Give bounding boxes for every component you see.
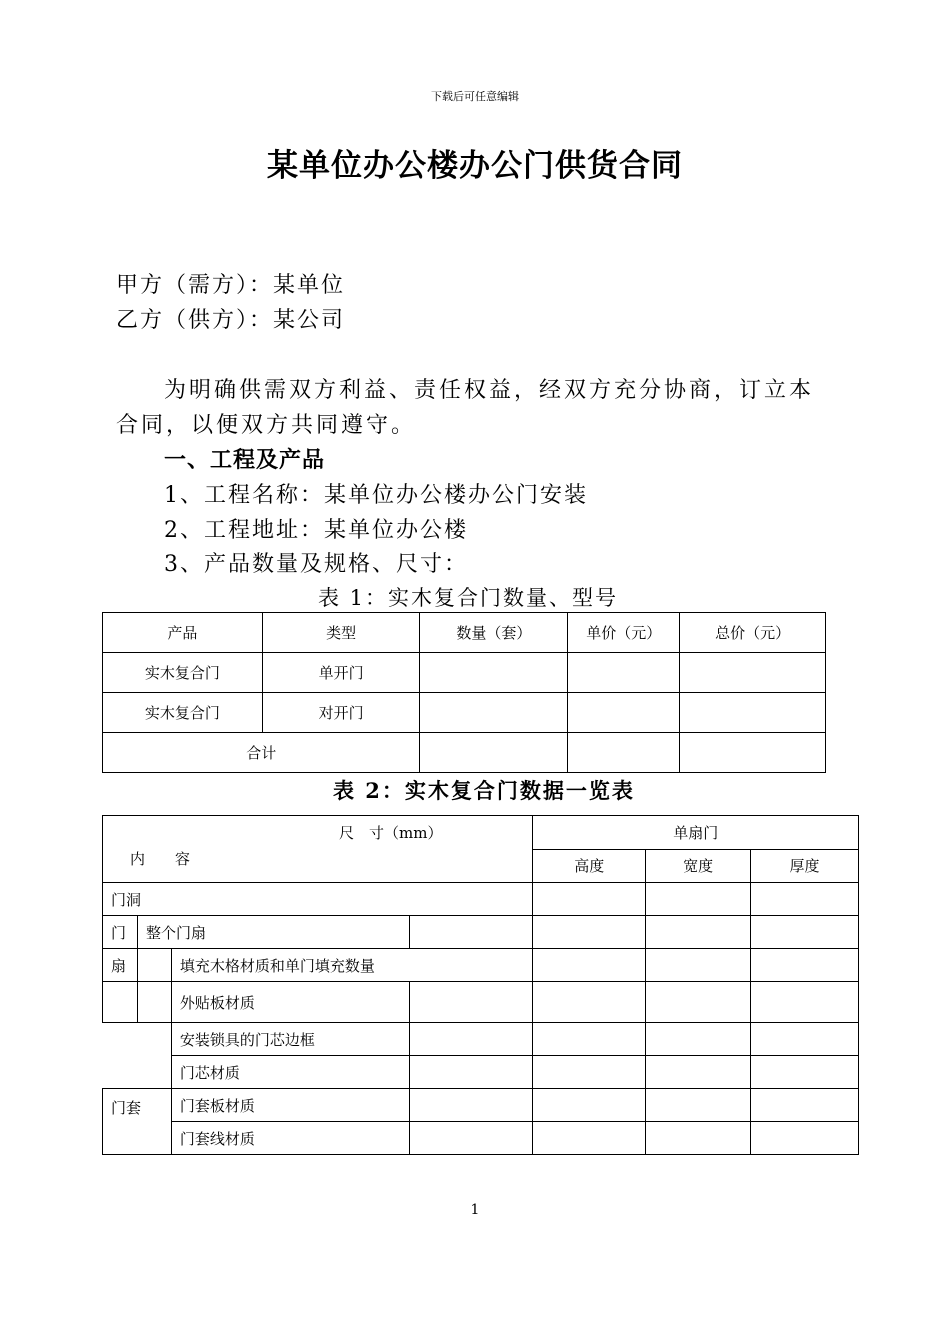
blank-cell bbox=[137, 949, 171, 982]
quantity-cell bbox=[420, 733, 568, 773]
value-cell bbox=[751, 883, 859, 916]
intro-line-2: 合同，以便双方共同遵守。 bbox=[116, 413, 417, 438]
value-cell bbox=[533, 1122, 646, 1155]
value-cell bbox=[751, 949, 859, 982]
header-note: 下载后可任意编辑 bbox=[431, 90, 519, 103]
value-cell bbox=[751, 982, 859, 1023]
value-cell bbox=[646, 949, 751, 982]
value-cell bbox=[409, 1056, 533, 1089]
value-cell bbox=[533, 1056, 646, 1089]
value-cell bbox=[751, 916, 859, 949]
lock-frame-label: 安装锁具的门芯边框 bbox=[171, 1023, 409, 1056]
dimension-header: 尺 寸（mm） bbox=[339, 824, 443, 842]
value-cell bbox=[409, 916, 533, 949]
party-a: 甲方（需方）：某单位 bbox=[116, 273, 346, 298]
casing-board-label: 门套板材质 bbox=[171, 1089, 409, 1122]
height-header: 高度 bbox=[533, 849, 646, 883]
total-label: 合计 bbox=[103, 733, 420, 773]
fill-material-label: 填充木格材质和单门填充数量 bbox=[171, 949, 532, 982]
quantity-table bbox=[102, 612, 826, 773]
dimension-header-cell bbox=[103, 816, 533, 883]
veneer-label: 外贴板材质 bbox=[171, 982, 409, 1023]
product-cell: 实木复合门 bbox=[103, 653, 263, 693]
quantity-cell bbox=[420, 693, 568, 733]
table-row bbox=[103, 883, 859, 916]
value-cell bbox=[533, 916, 646, 949]
section-heading: 一、工程及产品 bbox=[164, 448, 326, 473]
value-cell bbox=[751, 1023, 859, 1056]
header-cell: 单价（元） bbox=[568, 613, 680, 653]
unit-price-cell bbox=[568, 733, 680, 773]
width-header: 宽度 bbox=[646, 849, 751, 883]
value-cell bbox=[646, 883, 751, 916]
value-cell bbox=[533, 1089, 646, 1122]
value-cell bbox=[533, 1023, 646, 1056]
unit-price-cell bbox=[568, 653, 680, 693]
value-cell bbox=[409, 1023, 533, 1056]
table-row bbox=[103, 1122, 859, 1155]
project-address: 2、工程地址：某单位办公楼 bbox=[164, 518, 468, 543]
product-spec-heading: 3、产品数量及规格、尺寸： bbox=[164, 552, 468, 577]
single-door-header: 单扇门 bbox=[533, 816, 859, 850]
party-b: 乙方（供方）：某公司 bbox=[116, 308, 346, 333]
header-cell: 总价（元） bbox=[680, 613, 826, 653]
table-row bbox=[103, 693, 826, 733]
blank-cell bbox=[137, 982, 171, 1023]
data-table bbox=[102, 815, 859, 1155]
value-cell bbox=[646, 1056, 751, 1089]
table-row bbox=[103, 1089, 859, 1122]
table2-caption: 表 2：实木复合门数据一览表 bbox=[333, 778, 635, 803]
type-cell: 单开门 bbox=[262, 653, 420, 693]
core-material-label: 门芯材质 bbox=[171, 1056, 409, 1089]
value-cell bbox=[646, 1122, 751, 1155]
casing-label: 门套 bbox=[103, 1089, 172, 1155]
value-cell bbox=[751, 1056, 859, 1089]
value-cell bbox=[409, 1089, 533, 1122]
table-header-row bbox=[103, 613, 826, 653]
value-cell bbox=[646, 1089, 751, 1122]
table-row bbox=[103, 982, 859, 1023]
total-price-cell bbox=[680, 693, 826, 733]
unit-price-cell bbox=[568, 693, 680, 733]
door-opening-label: 门洞 bbox=[103, 883, 533, 916]
total-price-cell bbox=[680, 653, 826, 693]
value-cell bbox=[751, 1089, 859, 1122]
value-cell bbox=[646, 916, 751, 949]
casing-line-label: 门套线材质 bbox=[171, 1122, 409, 1155]
blank-cell bbox=[103, 1023, 172, 1089]
table-row bbox=[103, 1056, 859, 1089]
value-cell bbox=[646, 1023, 751, 1056]
value-cell bbox=[409, 982, 533, 1023]
value-cell bbox=[533, 982, 646, 1023]
blank-cell bbox=[103, 982, 138, 1023]
content-header: 内 容 bbox=[130, 850, 191, 868]
intro-line-1: 为明确供需双方利益、责任权益，经双方充分协商，订立本 bbox=[164, 378, 815, 403]
table-row bbox=[103, 916, 859, 949]
quantity-cell bbox=[420, 653, 568, 693]
value-cell bbox=[646, 982, 751, 1023]
table-row bbox=[103, 653, 826, 693]
value-cell bbox=[533, 949, 646, 982]
value-cell bbox=[533, 883, 646, 916]
thickness-header: 厚度 bbox=[751, 849, 859, 883]
door-leaf-label: 扇 bbox=[103, 949, 138, 982]
header-cell: 产品 bbox=[103, 613, 263, 653]
table-row bbox=[103, 949, 859, 982]
total-row bbox=[103, 733, 826, 773]
table-header-row bbox=[103, 816, 859, 850]
total-price-cell bbox=[680, 733, 826, 773]
door-leaf-label: 门 bbox=[103, 916, 138, 949]
table-row bbox=[103, 1023, 859, 1056]
whole-leaf-label: 整个门扇 bbox=[137, 916, 409, 949]
header-cell: 类型 bbox=[262, 613, 420, 653]
page-number: 1 bbox=[470, 1202, 480, 1218]
type-cell: 对开门 bbox=[262, 693, 420, 733]
product-cell: 实木复合门 bbox=[103, 693, 263, 733]
document-title: 某单位办公楼办公门供货合同 bbox=[267, 148, 683, 184]
header-cell: 数量（套） bbox=[420, 613, 568, 653]
value-cell bbox=[751, 1122, 859, 1155]
project-name: 1、工程名称：某单位办公楼办公门安装 bbox=[164, 483, 588, 508]
table1-caption: 表 1：实木复合门数量、型号 bbox=[318, 586, 619, 610]
value-cell bbox=[409, 1122, 533, 1155]
